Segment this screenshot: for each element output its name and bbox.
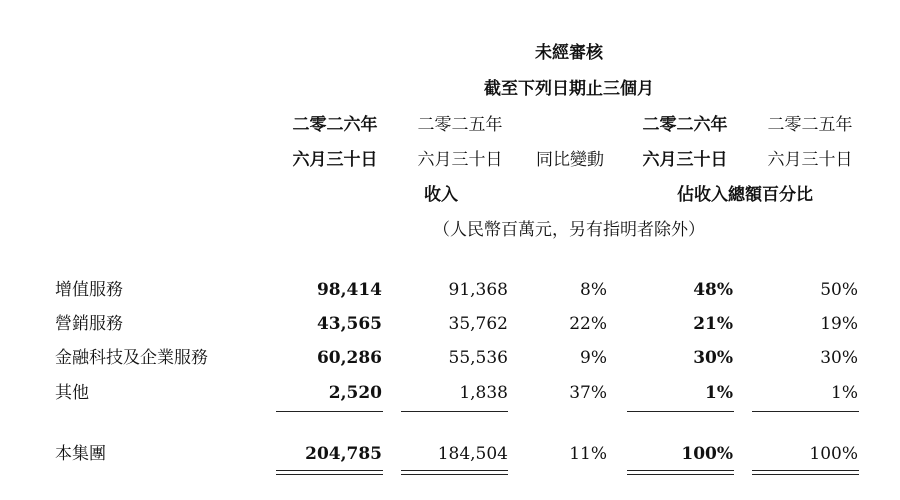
total-double-rule-bottom <box>752 474 859 475</box>
yoy-change-header: 同比變動 <box>536 150 604 170</box>
row-label: 營銷服務 <box>55 314 123 334</box>
total-yoy: 11% <box>569 444 607 464</box>
revenue-2026-cell: 60,286 <box>316 348 382 368</box>
subtotal-rule <box>401 411 508 412</box>
col5-year: 二零二五年 <box>767 115 853 135</box>
pct-2026-cell: 1% <box>705 383 733 403</box>
revenue-2025-cell: 55,536 <box>448 348 508 368</box>
subtotal-rule <box>627 411 734 412</box>
col5-date: 六月三十日 <box>767 150 853 170</box>
total-double-rule-top <box>752 470 859 471</box>
period-heading: 截至下列日期止三個月 <box>484 79 654 99</box>
unit-note: （人民幣百萬元，另有指明者除外） <box>433 220 705 240</box>
unaudited-heading: 未經審核 <box>535 43 603 63</box>
percent-of-revenue-label: 佔收入總額百分比 <box>677 185 813 205</box>
pct-2025-cell: 1% <box>831 383 858 403</box>
subtotal-rule <box>752 411 859 412</box>
col1-year: 二零二六年 <box>292 115 378 135</box>
col4-date: 六月三十日 <box>642 150 728 170</box>
revenue-label: 收入 <box>424 185 458 205</box>
yoy-cell: 9% <box>580 348 607 368</box>
revenue-2025-cell: 35,762 <box>448 314 508 334</box>
revenue-2026-cell: 98,414 <box>316 280 382 300</box>
total-row-label: 本集團 <box>55 444 106 464</box>
yoy-cell: 37% <box>569 383 607 403</box>
revenue-2025-cell: 91,368 <box>448 280 508 300</box>
total-double-rule-top <box>401 470 508 471</box>
revenue-2026-cell: 2,520 <box>328 383 382 403</box>
col1-date: 六月三十日 <box>292 150 378 170</box>
row-label: 其他 <box>55 383 89 403</box>
pct-2026-cell: 48% <box>693 280 733 300</box>
total-double-rule-bottom <box>276 474 383 475</box>
pct-2026-cell: 21% <box>693 314 733 334</box>
row-label: 金融科技及企業服務 <box>55 348 208 368</box>
yoy-cell: 8% <box>580 280 607 300</box>
total-double-rule-bottom <box>401 474 508 475</box>
total-double-rule-top <box>276 470 383 471</box>
subtotal-rule <box>276 411 383 412</box>
pct-2025-cell: 50% <box>820 280 858 300</box>
revenue-2026-cell: 43,565 <box>316 314 382 334</box>
total-double-rule-bottom <box>627 474 734 475</box>
pct-2025-cell: 30% <box>820 348 858 368</box>
pct-2025-cell: 19% <box>820 314 858 334</box>
total-double-rule-top <box>627 470 734 471</box>
col4-year: 二零二六年 <box>642 115 728 135</box>
total-revenue-2025: 184,504 <box>437 444 508 464</box>
row-label: 增值服務 <box>55 280 123 300</box>
total-revenue-2026: 204,785 <box>305 444 382 464</box>
col2-year: 二零二五年 <box>417 115 503 135</box>
pct-2026-cell: 30% <box>693 348 733 368</box>
yoy-cell: 22% <box>569 314 607 334</box>
col2-date: 六月三十日 <box>417 150 503 170</box>
total-pct-2026: 100% <box>681 444 733 464</box>
total-pct-2025: 100% <box>809 444 858 464</box>
revenue-2025-cell: 1,838 <box>459 383 508 403</box>
